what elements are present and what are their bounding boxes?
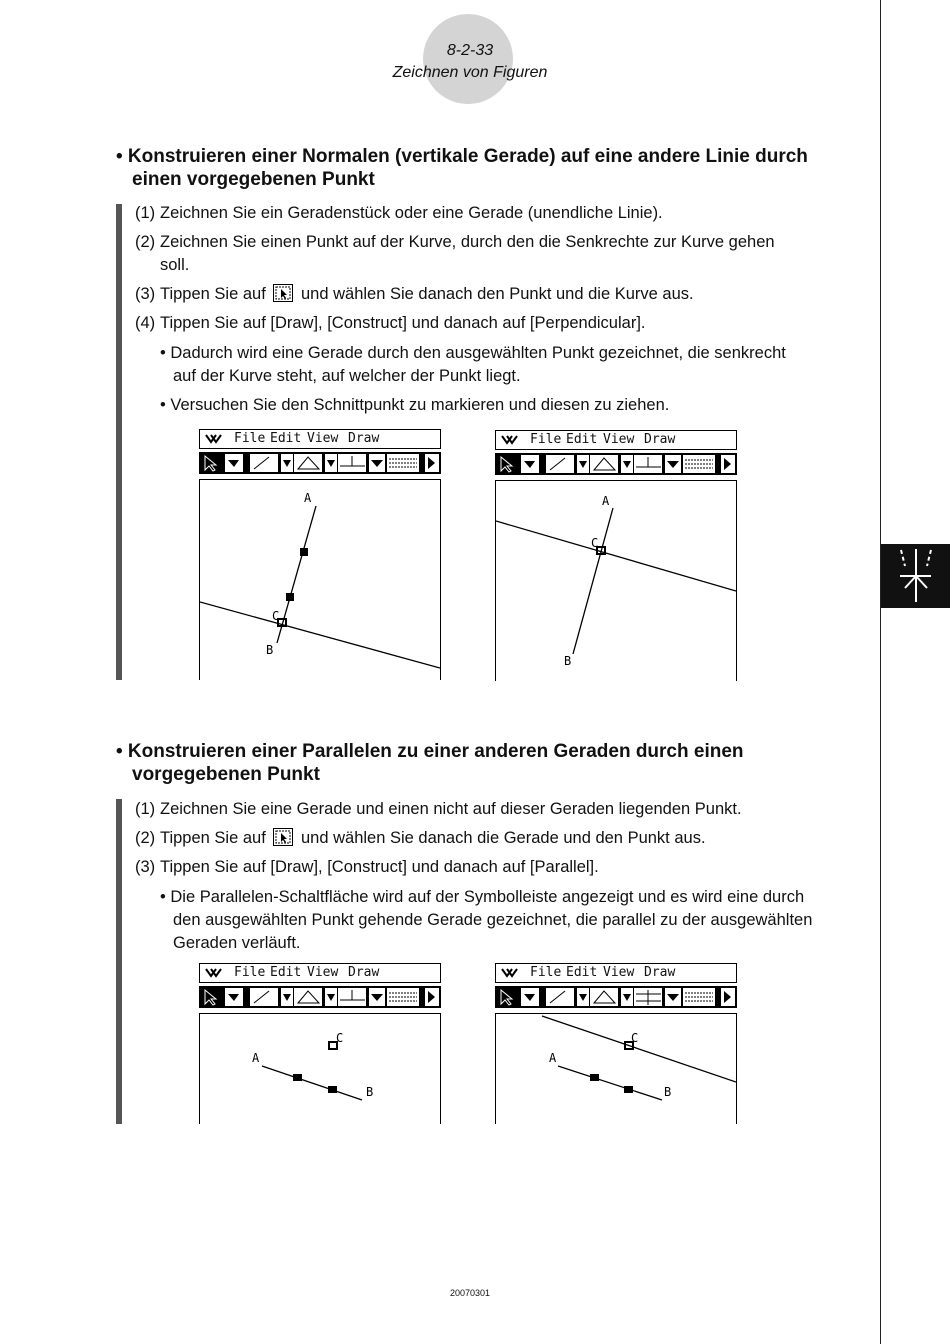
right-margin-rule [880,0,881,1344]
menu-edit: Edit [270,431,302,446]
step-text: Tippen Sie auf [Draw], [Construct] und danach auf [Perpendicular]. [160,314,646,332]
menu-view: View [307,965,339,980]
screen-menu-bar [495,963,737,983]
section2-note1-line1: • Die Parallelen-Schaltfläche wird auf der Symbolleiste angezeigt und es wird eine durch [160,888,805,906]
menu-chevron-icon [200,430,230,448]
menu-edit: Edit [270,965,302,980]
menu-chevron-icon [496,964,526,982]
point-label-c: C [336,1031,344,1045]
menu-file: File [530,965,562,980]
section1-heading-line1: • Konstruieren einer Normalen (vertikale Gerade) auf eine andere Linie durch [116,146,808,167]
section2-side-bar [116,799,122,1124]
menu-edit: Edit [566,965,598,980]
section1-step1 [135,202,663,225]
step-label: (2) [135,829,156,847]
step-text-before: Tippen Sie auf [160,829,266,847]
screenshot-parallel-before [199,963,441,1123]
screen-canvas [199,1013,441,1124]
select-pointer-icon [273,284,293,302]
menu-view: View [603,432,635,447]
step-text-before: Tippen Sie auf [160,285,266,303]
step-label: (4) [135,314,156,332]
section1-heading-line2: einen vorgegebenen Punkt [132,169,375,190]
point-label-c: C [631,1031,639,1045]
point-label-c: C [272,609,280,623]
select-pointer-icon [273,828,293,846]
footer-code: 20070301 [449,1288,491,1298]
point-label-b: B [266,643,274,657]
menu-view: View [307,431,339,446]
page-title: Zeichnen von Figuren [392,64,548,81]
screen-menu-bar [199,429,441,449]
point-label-a: A [549,1051,557,1065]
geometry-chapter-icon [881,544,950,608]
screenshot-parallel-after [495,963,737,1123]
section2-note1-line3: Geraden verläuft. [173,934,301,952]
section2-step3 [135,856,599,879]
menu-chevron-icon [200,964,230,982]
section1-step2-cont: soll. [160,256,190,274]
chapter-tab [881,544,950,608]
screenshot-perpendicular-after [495,430,737,680]
point-label-a: A [304,491,312,505]
point-label-a: A [252,1051,260,1065]
screenshot-perpendicular-before [199,429,441,679]
section2-note1-line2: den ausgewählten Punkt gehende Gerade gezeichnet, die parallel zu der ausgewählten [173,911,813,929]
section2-heading-line1: • Konstruieren einer Parallelen zu einer anderen Geraden durch einen [116,741,744,762]
step-label: (1) [135,800,156,818]
screen-toolbar [199,452,441,474]
point-label-b: B [664,1085,672,1099]
step-label: (3) [135,285,156,303]
screen-canvas [495,1013,737,1124]
section1-step4 [135,312,646,335]
step-label: (3) [135,858,156,876]
section2-step2 [135,827,706,850]
screen-toolbar [495,453,737,475]
menu-draw: Draw [348,431,380,446]
section2-heading-line2: vorgegebenen Punkt [132,764,320,785]
section1-note1-line1: • Dadurch wird eine Gerade durch den ausgewählten Punkt gezeichnet, die senkrecht [160,344,786,362]
menu-draw: Draw [348,965,380,980]
menu-file: File [530,432,562,447]
point-label-a: A [602,494,610,508]
menu-draw: Draw [644,965,676,980]
menu-draw: Draw [644,432,676,447]
section1-side-bar [116,204,122,680]
section1-note1-line2: auf der Kurve steht, auf welcher der Punkt liegt. [173,367,521,385]
section1-step3 [135,283,694,306]
step-text: Tippen Sie auf [Draw], [Construct] und danach auf [Parallel]. [160,858,599,876]
section2-step1 [135,798,742,821]
page-number: 8-2-33 [446,42,494,59]
screen-toolbar [495,986,737,1008]
point-label-c: C [591,536,599,550]
menu-file: File [234,431,266,446]
menu-file: File [234,965,266,980]
step-text: Zeichnen Sie eine Gerade und einen nicht auf dieser Geraden liegenden Punkt. [160,800,742,818]
screen-toolbar [199,986,441,1008]
screen-canvas [199,479,441,680]
menu-chevron-icon [496,431,526,449]
screen-menu-bar [199,963,441,983]
section1-step2 [135,231,775,254]
section1-note2: • Versuchen Sie den Schnittpunkt zu markieren und diesen zu ziehen. [160,396,670,414]
step-label: (2) [135,233,156,251]
step-text-after: und wählen Sie danach die Gerade und den Punkt aus. [300,829,706,847]
step-text-after: und wählen Sie danach den Punkt und die Kurve aus. [300,285,694,303]
step-text: Zeichnen Sie ein Geradenstück oder eine Gerade (unendliche Linie). [160,204,663,222]
point-label-b: B [564,654,572,668]
step-label: (1) [135,204,156,222]
step-text: Zeichnen Sie einen Punkt auf der Kurve, durch den die Senkrechte zur Kurve gehen [160,233,775,251]
menu-view: View [603,965,635,980]
screen-menu-bar [495,430,737,450]
point-label-b: B [366,1085,374,1099]
screen-canvas [495,480,737,681]
menu-edit: Edit [566,432,598,447]
